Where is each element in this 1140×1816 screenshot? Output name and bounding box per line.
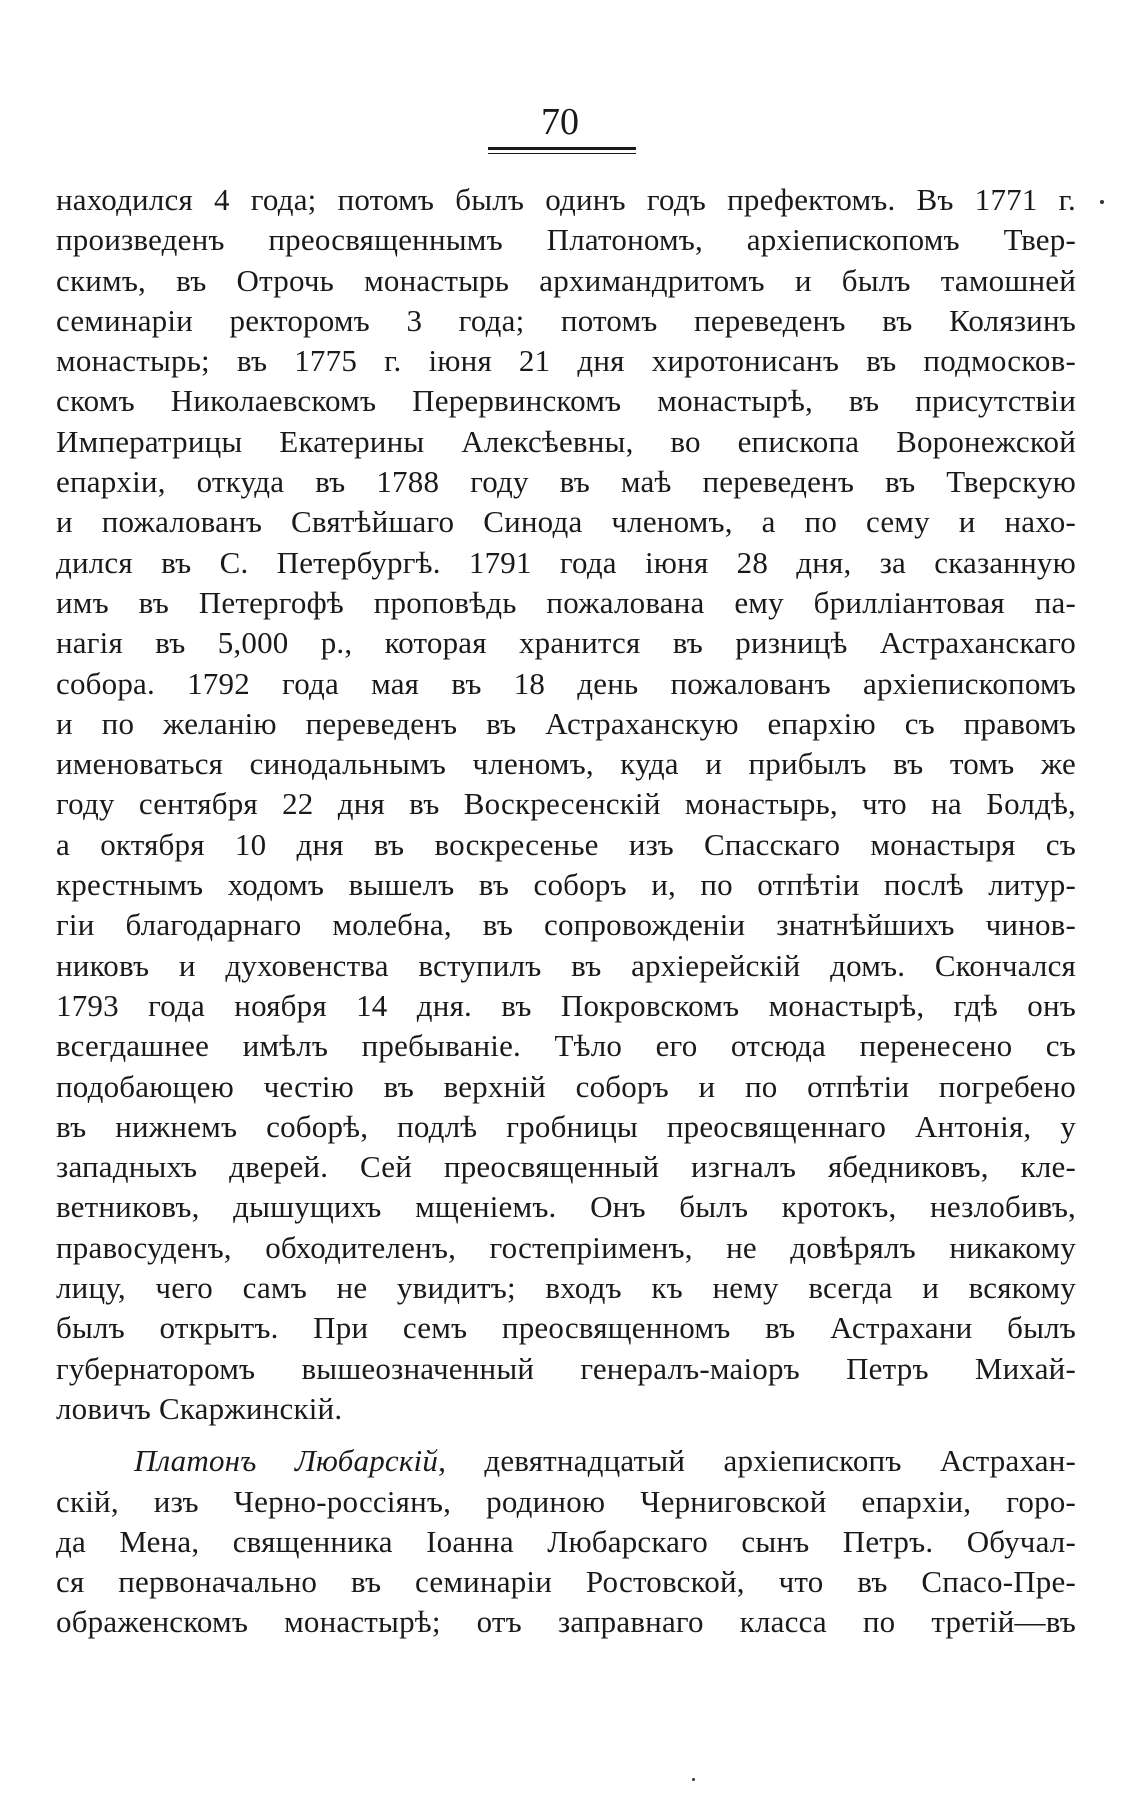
text-line: и по желанію переведенъ въ Астраханскую епархію съ правомъ — [56, 705, 1076, 741]
text-line: да Мена, священника Іоанна Любарскаго сынъ Петръ. Обучал- — [56, 1523, 1076, 1559]
text-line: нагія въ 5,000 р., которая хранится въ ризницѣ Астраханскаго — [56, 625, 1076, 661]
text-line: ловичъ Скаржинскій. — [56, 1390, 343, 1426]
margin-mark — [1100, 200, 1104, 204]
text-line: дился въ С. Петербургѣ. 1791 года іюня 28 дня, за сказанную — [56, 544, 1076, 580]
paragraph-2-first-line-rest: девятнадцатый архіепископъ Астрахан- — [484, 1443, 1077, 1479]
text-line: имъ въ Петергофѣ проповѣдь пожалована ему брилліантовая па- — [56, 584, 1076, 620]
text-line: епархіи, откуда въ 1788 году въ маѣ переведенъ въ Тверскую — [56, 464, 1076, 500]
text-line: семинаріи ректоромъ 3 года; потомъ переведенъ въ Колязинъ — [56, 302, 1076, 338]
page-number-underline — [488, 147, 636, 150]
text-line: именоваться синодальнымъ членомъ, куда и прибылъ въ томъ же — [56, 746, 1076, 782]
text-line: году сентября 22 дня въ Воскресенскій монастырь, что на Болдѣ, — [56, 786, 1076, 822]
paragraph-2-lead-name: Платонъ Любарскій, — [134, 1443, 447, 1479]
text-line: былъ открытъ. При семъ преосвященномъ въ Астрахани былъ — [56, 1310, 1076, 1346]
text-line: Императрицы Екатерины Алексѣевны, во епископа Воронежской — [56, 423, 1076, 459]
print-speck — [692, 1778, 695, 1781]
text-line: губернаторомъ вышеозначенный генералъ-маіоръ Петръ Михай- — [56, 1350, 1076, 1386]
text-line: скимъ, въ Отрочь монастырь архимандритомъ и былъ тамошней — [56, 262, 1076, 298]
text-line: находился 4 года; потомъ былъ одинъ годъ префектомъ. Въ 1771 г. — [56, 182, 1076, 217]
text-line: ветниковъ, дышущихъ мщеніемъ. Онъ былъ кротокъ, незлобивъ, — [56, 1189, 1076, 1225]
text-line: гіи благодарнаго молебна, въ сопровожденіи знатнѣйшихъ чинов- — [56, 907, 1076, 943]
page-number: 70 — [541, 101, 579, 143]
text-line: въ нижнемъ соборѣ, подлѣ гробницы преосвященнаго Антонія, у — [56, 1108, 1076, 1144]
text-line: 1793 года ноября 14 дня. въ Покровскомъ монастырѣ, гдѣ онъ — [56, 987, 1076, 1023]
text-line: а октября 10 дня въ воскресенье изъ Спасскаго монастыря съ — [56, 826, 1076, 862]
text-line: произведенъ преосвященнымъ Платономъ, архіепископомъ Твер- — [56, 222, 1076, 258]
paragraph-gap — [56, 1429, 1076, 1441]
text-line: ображенскомъ монастырѣ; отъ заправнаго класса по третій—въ — [56, 1604, 1076, 1640]
text-line: всегдашнее имѣлъ пребываніе. Тѣло его отсюда перенесено съ — [56, 1028, 1076, 1064]
text-line: ся первоначально въ семинаріи Ростовской, что въ Спасо-Пре- — [56, 1564, 1076, 1600]
text-line: собора. 1792 года мая въ 18 день пожалованъ архіепископомъ — [56, 665, 1076, 701]
text-line: монастырь; въ 1775 г. іюня 21 дня хиротонисанъ въ подмосков- — [56, 343, 1076, 379]
text-line: подобающею честію въ верхній соборъ и по отпѣтіи погребено — [56, 1068, 1076, 1104]
text-line: лицу, чего самъ не увидитъ; входъ къ нему всегда и всякому — [56, 1270, 1076, 1306]
paragraph-2-first-line — [56, 1441, 1076, 1481]
text-line: и пожалованъ Святѣйшаго Синода членомъ, а по сему и нахо- — [56, 504, 1076, 540]
text-line: крестнымъ ходомъ вышелъ въ соборъ и, по отпѣтіи послѣ литур- — [56, 867, 1076, 903]
text-line: западныхъ дверей. Сей преосвященный изгналъ ябедниковъ, кле- — [56, 1149, 1076, 1185]
text-line: никовъ и духовенства вступилъ въ архіерейскій домъ. Скончался — [56, 947, 1076, 983]
text-line: правосуденъ, обходителенъ, гостепріименъ, не довѣрялъ никакому — [56, 1229, 1076, 1265]
paragraph-1 — [56, 180, 1076, 1429]
body-text — [56, 180, 1076, 1643]
page-number-underline-thin — [488, 153, 636, 154]
paragraph-2 — [56, 1441, 1076, 1642]
text-line: скій, изъ Черно-россіянъ, родиною Черниговской епархіи, горо- — [56, 1483, 1076, 1519]
text-line: скомъ Николаевскомъ Перервинскомъ монастырѣ, въ присутствіи — [56, 383, 1076, 419]
